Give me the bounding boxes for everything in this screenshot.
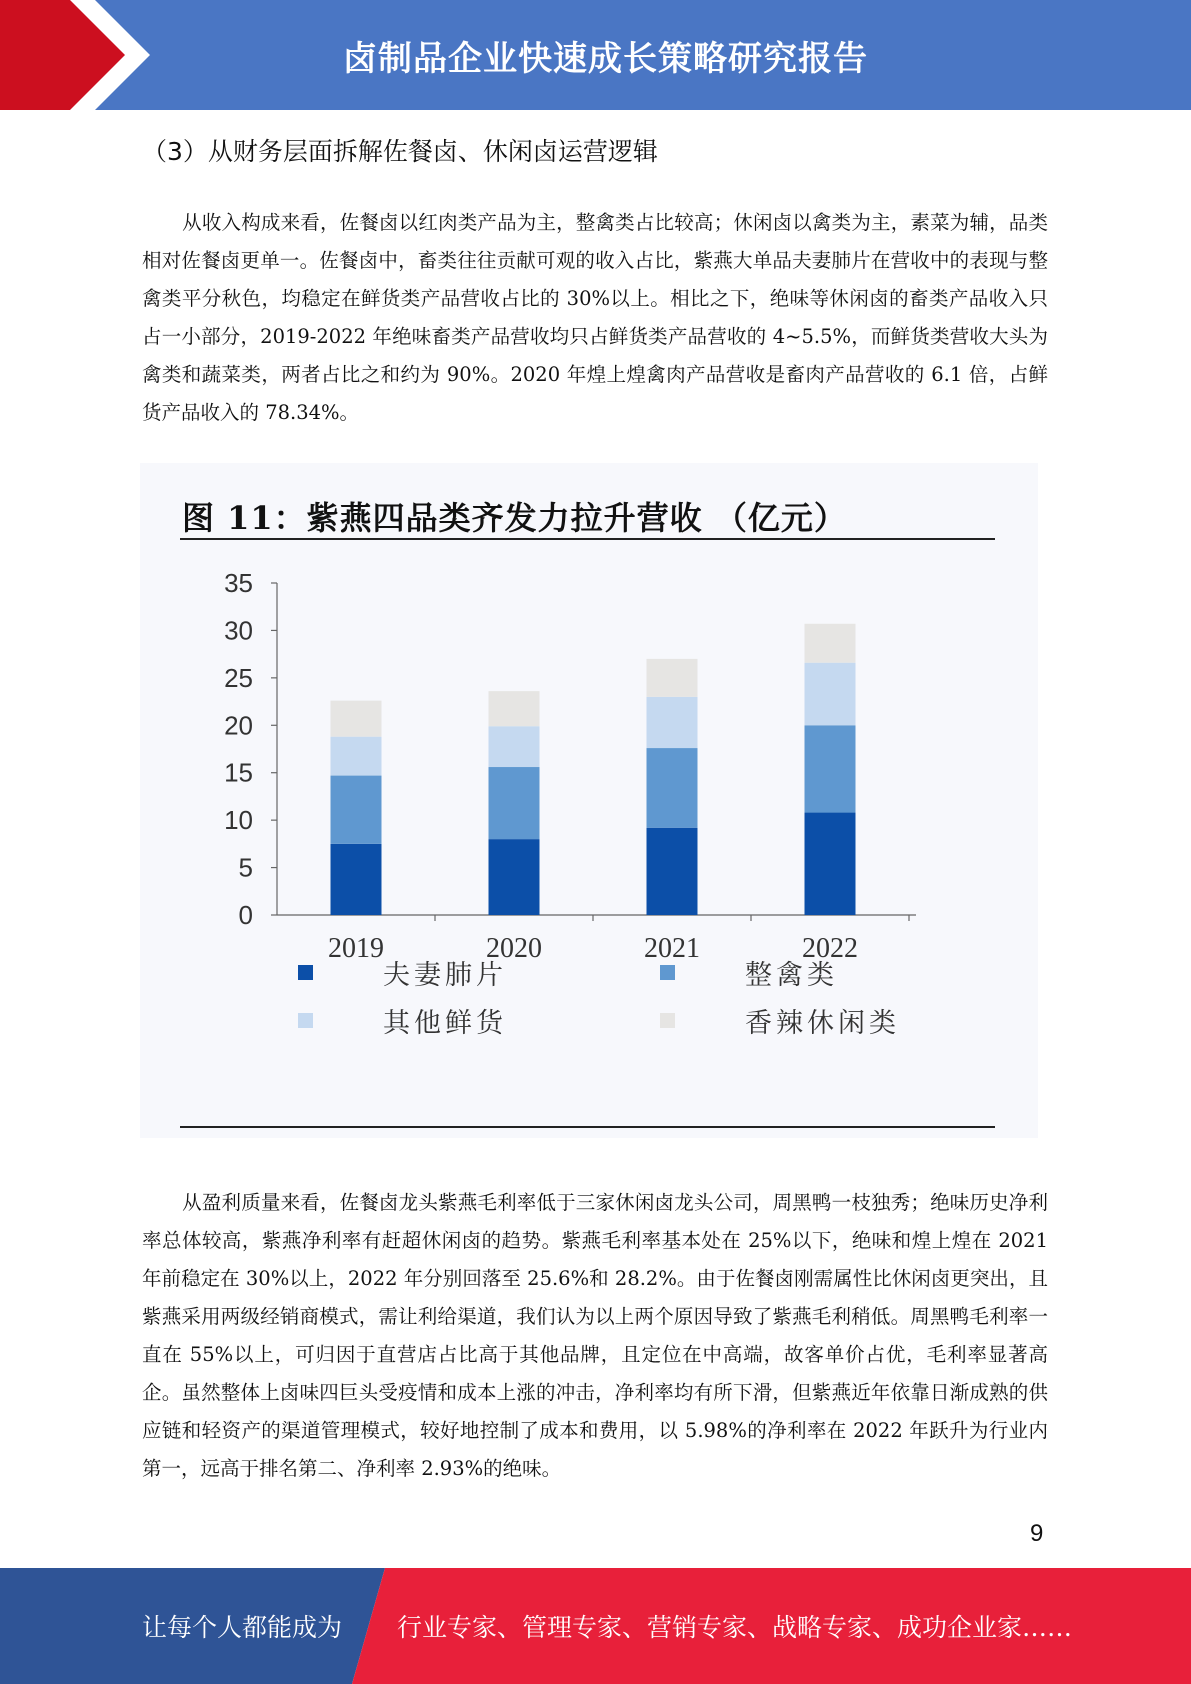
x-tick-label: 2021: [644, 933, 700, 964]
legend-label: 其他鲜货: [383, 1008, 507, 1039]
footer-slogan-right: 行业专家、管理专家、营销专家、战略专家、成功企业家……: [397, 1613, 1073, 1642]
footer-slogan-left: 让每个人都能成为: [142, 1613, 343, 1642]
bar-segment: [489, 839, 540, 915]
bar-segment: [647, 697, 698, 748]
chart-svg: [140, 463, 1038, 1138]
paragraph-profitability: [142, 1184, 1048, 1488]
bar-segment: [805, 725, 856, 812]
legend-item: [298, 953, 507, 992]
legend-label: 夫妻肺片: [383, 960, 507, 991]
bar-segment: [647, 659, 698, 697]
bar-segment: [331, 701, 382, 737]
legend-item: [298, 1001, 507, 1040]
bar-segment: [489, 691, 540, 726]
bar-segment: [331, 737, 382, 776]
figure-stacked-bar-chart: [140, 463, 1038, 1138]
bar-segment: [489, 726, 540, 767]
y-tick-label: 30: [224, 615, 253, 646]
page-footer: [0, 1568, 1191, 1684]
y-tick-label: 25: [224, 662, 253, 693]
bar-segment: [647, 748, 698, 828]
bar-segment: [805, 663, 856, 726]
y-tick-label: 15: [224, 757, 253, 788]
paragraph-revenue-composition: [142, 204, 1048, 432]
legend-item: [660, 1001, 900, 1040]
legend-swatch: [298, 1013, 313, 1028]
bar-segment: [805, 624, 856, 663]
legend-label: 香辣休闲类: [745, 1008, 900, 1039]
x-tick-label: 2020: [486, 933, 542, 964]
y-tick-label: 35: [224, 568, 253, 598]
chart-plot-area: [224, 568, 916, 964]
y-tick-label: 20: [224, 710, 253, 741]
paragraph-text: 从收入构成来看，佐餐卤以红肉类产品为主，整禽类占比较高；休闲卤以禽类为主，素菜为辅，品类相对佐餐卤更单一。佐餐卤中，畜类往往贡献可观的收入占比，紫燕大单品夫妻肺片在营收中的表现与整禽类平分秋色，均稳定在鲜货类产品营收占比的 30%以上。相比之下，绝味等休闲卤的畜类产品收入只占一小部分，2019-2022 年绝味畜类产品营收均只占鲜货类产品营收的 4~5.5%，而鲜货类营收大头为禽类和蔬菜类，两者占比之和约为 90%。2020 年煌上煌禽肉产品营收是畜肉产品营收的 6.1 倍，占鲜货产品收入的 78.34%。: [142, 211, 1048, 424]
x-tick-label: 2022: [802, 933, 858, 964]
bar-segment: [805, 813, 856, 915]
x-tick-label: 2019: [328, 933, 384, 964]
page-header: [0, 0, 1191, 110]
bar-segment: [331, 776, 382, 844]
page-number: 9: [1030, 1520, 1044, 1547]
header-title: 卤制品企业快速成长策略研究报告: [343, 38, 868, 79]
y-tick-label: 5: [238, 852, 253, 883]
bar-segment: [331, 844, 382, 915]
y-tick-label: 10: [224, 805, 253, 836]
legend-swatch: [298, 965, 313, 980]
legend-item: [660, 953, 838, 992]
figure-title: 图 11：紫燕四品类齐发力拉升营收 （亿元）: [182, 499, 847, 537]
legend-swatch: [660, 965, 675, 980]
paragraph-text: 从盈利质量来看，佐餐卤龙头紫燕毛利率低于三家休闲卤龙头公司，周黑鸭一枝独秀；绝味历史净利率总体较高，紫燕净利率有赶超休闲卤的趋势。紫燕毛利率基本处在 25%以下，绝味和煌上煌在 2021 年前稳定在 30%以上，2022 年分别回落至 25.6%和 28.2%。由于佐餐卤刚需属性比休闲卤更突出，且紫燕采用两级经销商模式，需让利给渠道，我们认为以上两个原因导致了紫燕毛利稍低。周黑鸭毛利率一直在 55%以上，可归因于直营店占比高于其他品牌，且定位在中高端，故客单价占优，毛利率显著高企。虽然整体上卤味四巨头受疫情和成本上涨的冲击，净利率均有所下滑，但紫燕近年依靠日渐成熟的供应链和轻资产的渠道管理模式，较好地控制了成本和费用，以 5.98%的净利率在 2022 年跃升为行业内第一，远高于排名第二、净利率 2.93%的绝味。: [142, 1191, 1048, 1480]
section-heading: （3）从财务层面拆解佐餐卤、休闲卤运营逻辑: [142, 137, 658, 166]
bar-segment: [647, 828, 698, 915]
y-tick-label: 0: [238, 900, 253, 930]
legend-swatch: [660, 1013, 675, 1028]
legend-label: 整禽类: [745, 960, 838, 991]
bar-segment: [489, 767, 540, 839]
